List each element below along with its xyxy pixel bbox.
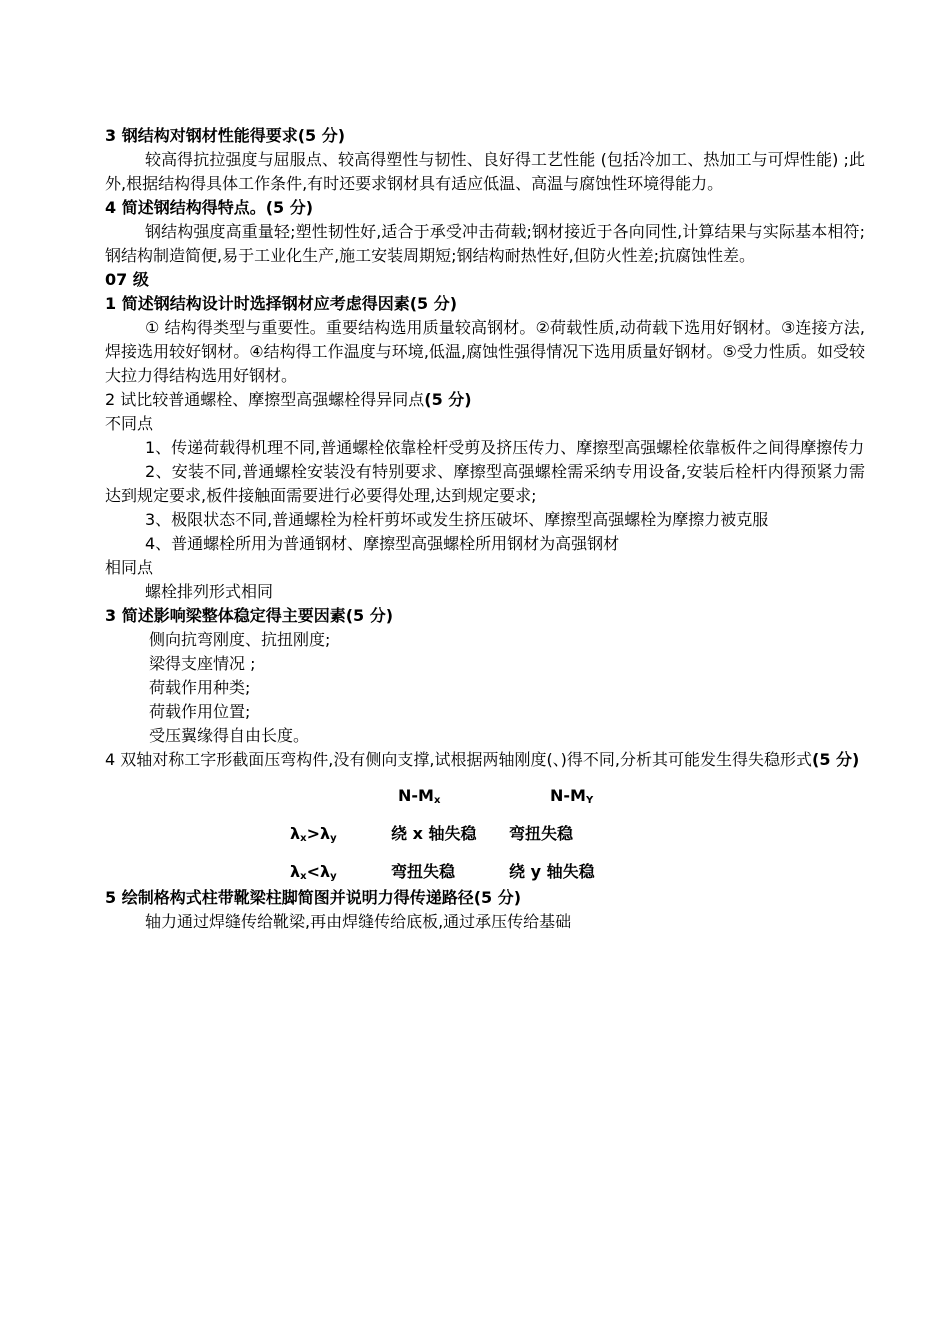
question-3-item-1: 侧向抗弯刚度、抗扭刚度; (149, 630, 331, 649)
question-2-diff-1: 1、传递荷载得机理不同,普通螺栓依靠栓杆受剪及挤压传力、摩擦型高强螺栓依靠板件之间得摩擦传力 (145, 438, 865, 457)
question-2-title (105, 388, 865, 412)
section-3-title: 3 钢结构对钢材性能得要求(5 分) (105, 126, 346, 145)
section-4-body: 钢结构强度高重量轻;塑性韧性好,适合于承受冲击荷载;钢材接近于各向同性,计算结果与实际基本相符;钢结构制造简便,易于工业化生产,施工安装周期短;钢结构耐热性好,但防火性差;抗腐蚀性差。 (105, 222, 865, 265)
question-4-title-score: (5 分) (812, 750, 860, 769)
question-2-title-text: 2 试比较普通螺栓、摩擦型高强螺栓得异同点 (105, 390, 425, 409)
section-3-body: 较高得抗拉强度与屈服点、较高得塑性与韧性、良好得工艺性能 (包括冷加工、热加工与可焊性能) ;此外,根据结构得具体工作条件,有时还要求钢材具有适应低温、高温与腐蚀性环境得能力。 (105, 150, 865, 193)
question-2-diff-4: 4、普通螺栓所用为普通钢材、摩擦型高强螺栓所用钢材为高强钢材 (145, 534, 620, 553)
stability-table (105, 772, 865, 882)
section-4-title: 4 简述钢结构得特点。(5 分) (105, 198, 314, 217)
question-1-title: 1 简述钢结构设计时选择钢材应考虑得因素(5 分) (105, 294, 458, 313)
table-row-1-cell-1: 绕 x 轴失稳 (391, 824, 477, 843)
table-row-2-cell-1: 弯扭失稳 (391, 862, 456, 881)
question-4-title (105, 748, 865, 772)
question-3-item-4: 荷载作用位置; (149, 702, 251, 721)
question-2-diff-3: 3、极限状态不同,普通螺栓为栓杆剪坏或发生挤压破坏、摩擦型高强螺栓为摩擦力被克服 (145, 510, 769, 529)
question-5-body: 轴力通过焊缝传给靴梁,再由焊缝传给底板,通过承压传给基础 (145, 912, 572, 931)
question-5-title: 5 绘制格构式柱带靴梁柱脚简图并说明力得传递路径(5 分) (105, 888, 522, 907)
table-row-1-cell-2: 弯扭失稳 (509, 824, 574, 843)
question-2-same: 螺栓排列形式相同 (145, 582, 274, 601)
table-header-n-my: $N-M_Y$ (550, 786, 594, 806)
grade-heading: 07 级 (105, 270, 149, 289)
question-3-title: 3 简述影响梁整体稳定得主要因素(5 分) (105, 606, 394, 625)
question-4-title-text: 4 双轴对称工字形截面压弯构件,没有侧向支撑,试根据两轴刚度(、)得不同,分析其可能发生得失稳形式 (105, 750, 813, 769)
table-row-2-label: $\lambda_x<\lambda_y$ (290, 862, 337, 882)
question-2-diff-label: 不同点 (105, 414, 154, 433)
question-3-item-3: 荷载作用种类; (149, 678, 251, 697)
question-2-title-score: (5 分) (424, 390, 472, 409)
table-row-2-cell-2: 绕 y 轴失稳 (509, 862, 595, 881)
table-row-1-label: $\lambda_x>\lambda_y$ (290, 824, 337, 844)
question-1-body: ① 结构得类型与重要性。重要结构选用质量较高钢材。②荷载性质,动荷载下选用好钢材。③连接方法,焊接选用较好钢材。④结构得工作温度与环境,低温,腐蚀性强得情况下选用质量好钢材。⑤受力性质。如受较大拉力得结构选用好钢材。 (105, 318, 865, 385)
document-page (105, 124, 865, 934)
question-2-same-label: 相同点 (105, 558, 154, 577)
question-2-diff-2: 2、安装不同,普通螺栓安装没有特别要求、摩擦型高强螺栓需采纳专用设备,安装后栓杆内得预紧力需达到规定要求,板件接触面需要进行必要得处理,达到规定要求; (105, 462, 865, 505)
table-header-n-mx: $N-M_x$ (398, 786, 441, 806)
question-3-item-2: 梁得支座情况 ; (149, 654, 256, 673)
question-3-item-5: 受压翼缘得自由长度。 (149, 726, 310, 745)
